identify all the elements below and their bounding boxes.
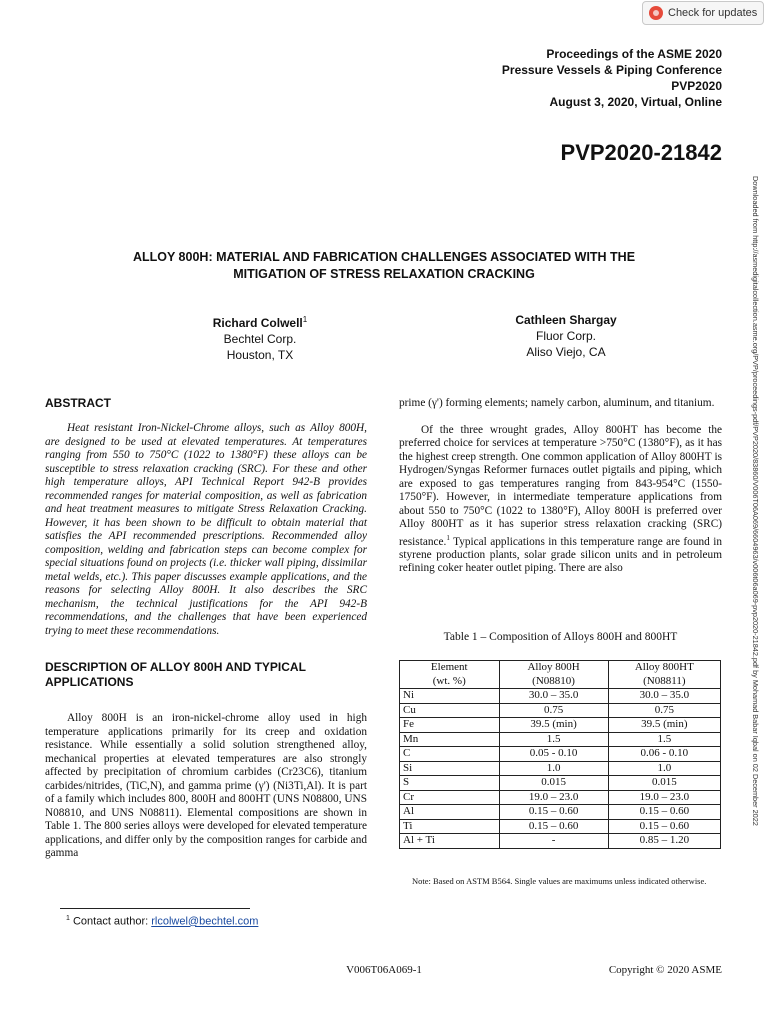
footnote-rule: [60, 908, 250, 909]
element-cell: C: [400, 747, 500, 762]
value-cell: 0.15 – 0.60: [608, 805, 720, 820]
body-paragraph: Alloy 800H is an iron-nickel-chrome alloy used in high temperature applications primarily for its creep and oxidation resistance. While essentially a solid solution strengthened alloy, mechanical properties at elevated temperatures are also strongly affected by precipitation of chromium carbides (Cr23C6), titanium carbides/nitrides, (TiC,N), and gamma prime (γ') (Ni3Ti,Al). It is part of a family which includes 800, 800H and 800HT (UNS N08800, UNS N08810, and UNS N08811). Elemental compositions are shown in Table 1. The 800 series alloys were developed for elevated temperature applications, and differ only by the composition ranges for carbide and gamma: [45, 712, 367, 859]
author-name: Richard Colwell$^1$: [212, 315, 308, 330]
element-cell: Cr: [400, 790, 500, 805]
value-cell: 0.15 – 0.60: [608, 819, 720, 834]
value-cell: 0.015: [608, 776, 720, 791]
table-row: [400, 834, 721, 849]
value-cell: 0.85 – 1.20: [608, 834, 720, 849]
element-cell: Fe: [400, 718, 500, 733]
element-cell: Ni: [400, 689, 500, 704]
value-cell: 0.75: [608, 703, 720, 718]
value-cell: 1.0: [608, 761, 720, 776]
footnote-number: 1: [66, 915, 70, 922]
table-caption: Table 1 – Composition of Alloys 800H and 800HT: [443, 631, 678, 643]
value-cell: 30.0 – 35.0: [499, 689, 608, 704]
author-block: [466, 312, 666, 360]
value-cell: 0.15 – 0.60: [499, 819, 608, 834]
check-for-updates-label: Check for updates: [668, 7, 758, 19]
download-stamp: Downloaded from http://asmedigitalcollection.asme.org/PVP/proceedings-pdf/PVP2020/83860/V006T06A069/6604963/v006t06a069-pvp2020-21842.pdf by Mohamad Babar Iqbal on 02 December 2022: [751, 176, 760, 826]
value-cell: 0.05 - 0.10: [499, 747, 608, 762]
abstract-heading: ABSTRACT: [45, 396, 111, 410]
footnote: [66, 915, 258, 928]
copyright: Copyright © 2020 ASME: [608, 964, 722, 976]
element-cell: Cu: [400, 703, 500, 718]
section-heading-line: APPLICATIONS: [45, 675, 134, 689]
value-cell: 0.75: [499, 703, 608, 718]
table-row: [400, 718, 721, 733]
conference-line: August 3, 2020, Virtual, Online: [549, 95, 722, 109]
table-row: [400, 819, 721, 834]
conference-info: [502, 46, 722, 110]
footnote-label: Contact author:: [72, 915, 152, 928]
conference-line: Proceedings of the ASME 2020: [546, 47, 722, 61]
element-cell: Ti: [400, 819, 500, 834]
table-row: [400, 703, 721, 718]
author-block: [160, 312, 360, 363]
table-row: [400, 689, 721, 704]
paper-id: PVP2020-21842: [560, 140, 722, 165]
conference-line: Pressure Vessels & Piping Conference: [501, 63, 722, 77]
crossmark-icon: [649, 6, 663, 20]
element-cell: Al: [400, 805, 500, 820]
value-cell: 19.0 – 23.0: [608, 790, 720, 805]
check-for-updates-badge[interactable]: [642, 1, 764, 25]
author-footnote-mark: 1: [302, 315, 308, 324]
author-affiliation: Fluor Corp.: [535, 329, 597, 343]
section-heading-line: DESCRIPTION OF ALLOY 800H AND TYPICAL: [45, 660, 306, 674]
page-id: V006T06A069-1: [346, 964, 422, 976]
conference-line: PVP2020: [671, 79, 722, 93]
author-affiliation: Bechtel Corp.: [223, 332, 297, 346]
element-cell: Mn: [400, 732, 500, 747]
element-cell: Si: [400, 761, 500, 776]
author-location: Houston, TX: [226, 348, 294, 362]
table-header-cell: Alloy 800H (N08810): [499, 661, 608, 689]
body-paragraph: Of the three wrought grades, Alloy 800HT has become the preferred choice for services at temperature >750°C (1380°F), as it has the highest creep strength. One common application of Alloy 800HT is Hydrogen/Syngas Reformer furnaces outlet pigtails and piping, which are exposed to gas temperatures ranging from 843-954°C (1550-1750°F). However, in intermediate temperature applications from about 550 to 750°C (1022 to 1380°F), Alloy 800H is preferred over Alloy 800HT as it has superior stress relaxation cracking (SRC) resistance.$^1$ Typical applications in this temperature range are found in styrene production plants, solar grade silicon units and in petroleum refining coker heater outlet piping. There are also: [399, 423, 722, 575]
paper-title: [60, 249, 708, 283]
table-row: [400, 747, 721, 762]
right-column: [399, 397, 722, 576]
value-cell: 0.015: [499, 776, 608, 791]
table-header-cell: Element (wt. %): [400, 661, 500, 689]
author-email-link[interactable]: rlcolwel@bechtel.com: [151, 915, 259, 928]
value-cell: 39.5 (min): [608, 718, 720, 733]
composition-table: [399, 660, 721, 849]
author-location: Aliso Viejo, CA: [526, 345, 606, 359]
table-header-row: [400, 661, 721, 689]
value-cell: -: [499, 834, 608, 849]
section-heading: [45, 660, 367, 690]
table-row: [400, 776, 721, 791]
table-row: [400, 790, 721, 805]
value-cell: 19.0 – 23.0: [499, 790, 608, 805]
table-row: [400, 732, 721, 747]
table-note: Note: Based on ASTM B564. Single values are maximums unless indicated otherwise.: [412, 876, 707, 886]
element-cell: Al + Ti: [400, 834, 500, 849]
value-cell: 0.06 - 0.10: [608, 747, 720, 762]
value-cell: 1.5: [499, 732, 608, 747]
table-row: [400, 761, 721, 776]
value-cell: 30.0 – 35.0: [608, 689, 720, 704]
left-column: [45, 396, 367, 861]
value-cell: 0.15 – 0.60: [499, 805, 608, 820]
table-row: [400, 805, 721, 820]
value-cell: 1.0: [499, 761, 608, 776]
table-header-cell: Alloy 800HT (N08811): [608, 661, 720, 689]
element-cell: S: [400, 776, 500, 791]
title-line: MITIGATION OF STRESS RELAXATION CRACKING: [233, 267, 535, 281]
body-paragraph: prime (γ') forming elements; namely carbon, aluminum, and titanium.: [399, 397, 715, 409]
value-cell: 1.5: [608, 732, 720, 747]
value-cell: 39.5 (min): [499, 718, 608, 733]
abstract-text: Heat resistant Iron-Nickel-Chrome alloys, such as Alloy 800H, are designed to be used at elevated temperatures. At temperatures ranging from 550 to 750°C (1022 to 1380°F) these alloys can be susceptible to stress relaxation cracking (SRC). For these and other high temperature alloys, API Technical Report 942-B provides recommended ranges for material composition, as well as fabrication and heat treatment measures to mitigate Stress Relaxation Cracking. However, it has been shown to be difficult to obtain material that satisfies the API recommended prescriptions. Recommended alloy composition, welding and fabrication steps can become complex for special situations found on projects (i.e. thicker wall piping, dissimilar metal welds, etc.). This paper discusses example applications, and the reasons for selecting Alloy 800H. It also describes the SRC mechanism, the technical justifications for the API 942-B recommendations, and the challenges that have been experienced trying to meet these recommendations.: [45, 422, 367, 637]
title-line: ALLOY 800H: MATERIAL AND FABRICATION CHALLENGES ASSOCIATED WITH THE: [132, 250, 636, 264]
author-name: Cathleen Shargay: [515, 313, 617, 327]
reference-mark: 1: [446, 533, 450, 542]
